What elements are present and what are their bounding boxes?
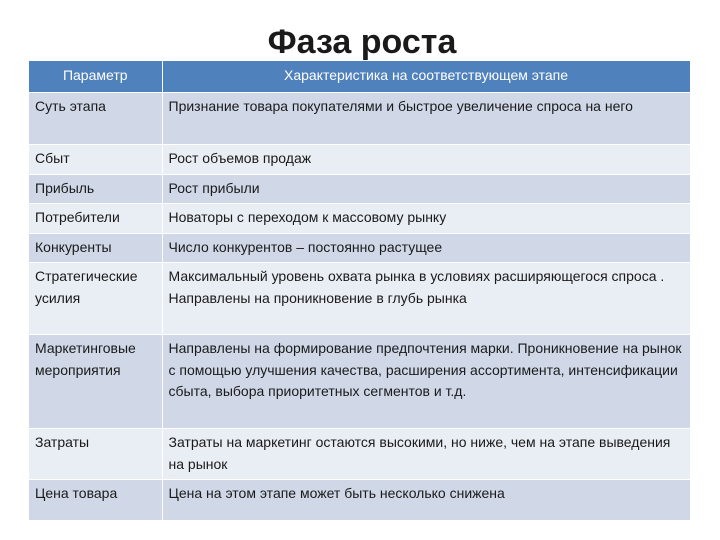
row-value: Рост прибыли <box>162 174 690 204</box>
row-value: Новаторы с переходом к массовому рынку <box>162 204 690 234</box>
row-value: Рост объемов продаж <box>162 145 690 175</box>
table-row <box>29 335 690 429</box>
row-param: Сбыт <box>29 145 162 175</box>
table-header-row <box>29 61 690 93</box>
row-value: Цена на этом этапе может быть несколько снижена <box>162 480 690 521</box>
row-param: Затраты <box>29 429 162 480</box>
header-param: Параметр <box>29 61 162 93</box>
row-param: Маркетинговые мероприятия <box>29 335 162 429</box>
row-value: Направлены на формирование предпочтения марки. Проникновение на рынок с помощью улучшения качества, расширения ассортимента, интенсификации сбыта, выбора приоритетных сегментов и т.д. <box>162 335 690 429</box>
table-row <box>29 204 690 234</box>
table-row <box>29 145 690 175</box>
row-param: Стратегические усилия <box>29 263 162 335</box>
table-row <box>29 429 690 480</box>
row-value: Число конкурентов – постоянно растущее <box>162 233 690 263</box>
row-param: Суть этапа <box>29 93 162 145</box>
row-param: Потребители <box>29 204 162 234</box>
table-row <box>29 174 690 204</box>
page-title: Фаза роста <box>267 23 457 61</box>
row-value: Затраты на маркетинг остаются высокими, но ниже, чем на этапе выведения на рынок <box>162 429 690 480</box>
row-param: Конкуренты <box>29 233 162 263</box>
row-param: Цена товара <box>29 480 162 521</box>
row-param: Прибыль <box>29 174 162 204</box>
row-value: Признание товара покупателями и быстрое увеличение спроса на него <box>162 93 690 145</box>
table-row <box>29 480 690 521</box>
header-characteristic: Характеристика на соответствующем этапе <box>162 61 690 93</box>
growth-phase-table <box>29 61 691 521</box>
table-row <box>29 233 690 263</box>
table-row <box>29 93 690 145</box>
table-row <box>29 263 690 335</box>
row-value: Максимальный уровень охвата рынка в условиях расширяющегося спроса . Направлены на проникновение в глубь рынка <box>162 263 690 335</box>
